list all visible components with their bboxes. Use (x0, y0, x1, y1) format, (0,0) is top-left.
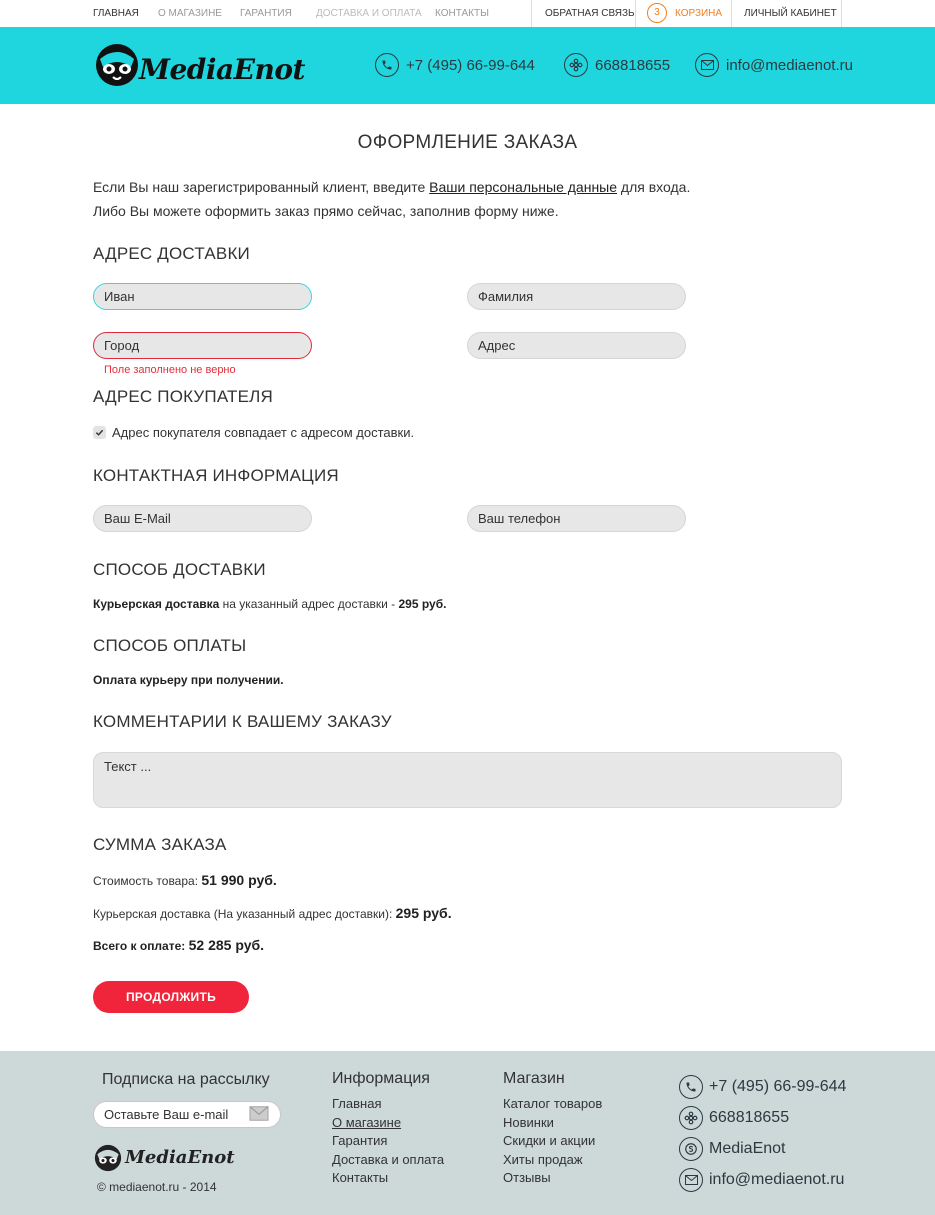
topnav-feedback[interactable]: ОБРАТНАЯ СВЯЗЬ (545, 8, 635, 19)
footer-shop-heading: Магазин (503, 1070, 565, 1087)
continue-button[interactable]: ПРОДОЛЖИТЬ (93, 981, 249, 1013)
icq-flower-icon (564, 53, 588, 77)
footer-link-new[interactable]: Новинки (503, 1115, 554, 1130)
topnav-divider (635, 0, 636, 27)
footer-phone[interactable]: +7 (495) 66-99-644 (679, 1075, 846, 1099)
topnav-contacts[interactable]: КОНТАКТЫ (435, 8, 489, 19)
topnav-divider (731, 0, 732, 27)
topnav-divider (531, 0, 532, 27)
total-line: Всего к оплате: 52 285 руб. (93, 937, 265, 953)
phone-icon (375, 53, 399, 77)
envelope-icon (679, 1168, 703, 1192)
footer-email[interactable]: info@mediaenot.ru (679, 1168, 844, 1192)
footer-icq[interactable]: 668818655 (679, 1106, 789, 1130)
footer-link-hits[interactable]: Хиты продаж (503, 1152, 583, 1167)
icq-flower-icon (679, 1106, 703, 1130)
delivery-cost-line: Курьерская доставка (На указанный адрес доставки): 295 руб. (93, 905, 452, 921)
footer-link-warranty[interactable]: Гарантия (332, 1133, 388, 1148)
copyright: © mediaenot.ru - 2014 (97, 1180, 217, 1194)
topnav-warranty[interactable]: ГАРАНТИЯ (240, 8, 292, 19)
shipping-method-heading: СПОСОБ ДОСТАВКИ (93, 560, 266, 579)
subscribe-heading: Подписка на рассылку (102, 1071, 270, 1088)
site-logo[interactable] (93, 41, 305, 94)
email-input[interactable] (93, 505, 312, 532)
payment-method-heading: СПОСОБ ОПЛАТЫ (93, 636, 247, 655)
footer-link-home[interactable]: Главная (332, 1096, 382, 1111)
same-address-row[interactable] (93, 425, 414, 440)
topnav-delivery[interactable]: ДОСТАВКА И ОПЛАТА (316, 8, 422, 19)
subscribe-send-icon[interactable] (249, 1106, 269, 1126)
footer-link-delivery[interactable]: Доставка и оплата (332, 1152, 445, 1167)
delivery-cost-value: 295 руб. (395, 905, 452, 921)
personal-data-link[interactable]: Ваши персональные данные (429, 179, 618, 195)
header-phone[interactable] (375, 53, 535, 77)
topnav-home[interactable]: ГЛАВНАЯ (93, 8, 139, 19)
city-error-message: Поле заполнено не верно (104, 364, 236, 376)
raccoon-logo-icon (93, 1143, 123, 1173)
raccoon-logo-icon (93, 41, 141, 89)
goods-cost-value: 51 990 руб. (201, 872, 277, 888)
cart-count-badge[interactable]: 3 (647, 3, 667, 23)
footer-link-catalog[interactable]: Каталог товаров (503, 1096, 603, 1111)
footer-link-sales[interactable]: Скидки и акции (503, 1133, 596, 1148)
footer-link-reviews[interactable]: Отзывы (503, 1170, 551, 1185)
delivery-address-heading: АДРЕС ДОСТАВКИ (93, 244, 250, 263)
header-phone-text: +7 (495) 66-99-644 (406, 56, 535, 74)
footer-skype[interactable]: MediaEnot (679, 1137, 786, 1161)
footer-logo[interactable] (93, 1143, 235, 1178)
header-icq[interactable] (564, 53, 670, 77)
address-input[interactable] (467, 332, 686, 359)
same-address-label: Адрес покупателя совпадает с адресом доставки. (112, 425, 415, 440)
first-name-input[interactable] (93, 283, 312, 310)
comments-heading: КОММЕНТАРИИ К ВАШЕМУ ЗАКАЗУ (93, 712, 392, 731)
page-title: ОФОРМЛЕНИЕ ЗАКАЗА (357, 132, 578, 153)
contact-info-heading: КОНТАКТНАЯ ИНФОРМАЦИЯ (93, 466, 339, 485)
phone-input[interactable] (467, 505, 686, 532)
logo-text: MediaEnot (139, 53, 305, 86)
last-name-input[interactable] (467, 283, 686, 310)
envelope-icon (695, 53, 719, 77)
shipping-method-text: Курьерская доставка на указанный адрес доставки - 295 руб. (93, 597, 447, 611)
topnav-account[interactable]: ЛИЧНЫЙ КАБИНЕТ (744, 8, 837, 19)
topnav-divider (841, 0, 842, 27)
footer (0, 1051, 935, 1215)
footer-logo-text: MediaEnot (125, 1147, 235, 1168)
footer-info-heading: Информация (332, 1070, 430, 1087)
header-email-text: info@mediaenot.ru (726, 56, 853, 74)
intro-line-2: Либо Вы можете оформить заказ прямо сейчас, заполнив форму ниже. (93, 203, 559, 219)
order-summary-heading: СУММА ЗАКАЗА (93, 835, 227, 854)
same-address-checkbox[interactable] (93, 426, 106, 439)
top-nav (0, 0, 935, 27)
header-email[interactable] (695, 53, 853, 77)
topnav-about[interactable]: О МАГАЗИНЕ (158, 8, 222, 19)
topnav-cart[interactable]: КОРЗИНА (675, 8, 723, 19)
buyer-address-heading: АДРЕС ПОКУПАТЕЛЯ (93, 387, 274, 406)
comment-textarea[interactable] (93, 752, 842, 808)
header-icq-text: 668818655 (595, 56, 671, 74)
footer-link-about[interactable]: О магазине (332, 1115, 402, 1130)
payment-method-text: Оплата курьеру при получении. (93, 673, 284, 687)
intro-line-1: Если Вы наш зарегистрированный клиент, введите Ваши персональные данные для входа. (93, 179, 691, 195)
city-input[interactable] (93, 332, 312, 359)
total-value: 52 285 руб. (188, 937, 265, 953)
checkmark-icon (95, 428, 104, 437)
header (0, 27, 935, 104)
footer-link-contacts[interactable]: Контакты (332, 1170, 389, 1185)
goods-cost-line: Стоимость товара: 51 990 руб. (93, 872, 277, 888)
phone-icon (679, 1075, 703, 1099)
skype-icon (679, 1137, 703, 1161)
